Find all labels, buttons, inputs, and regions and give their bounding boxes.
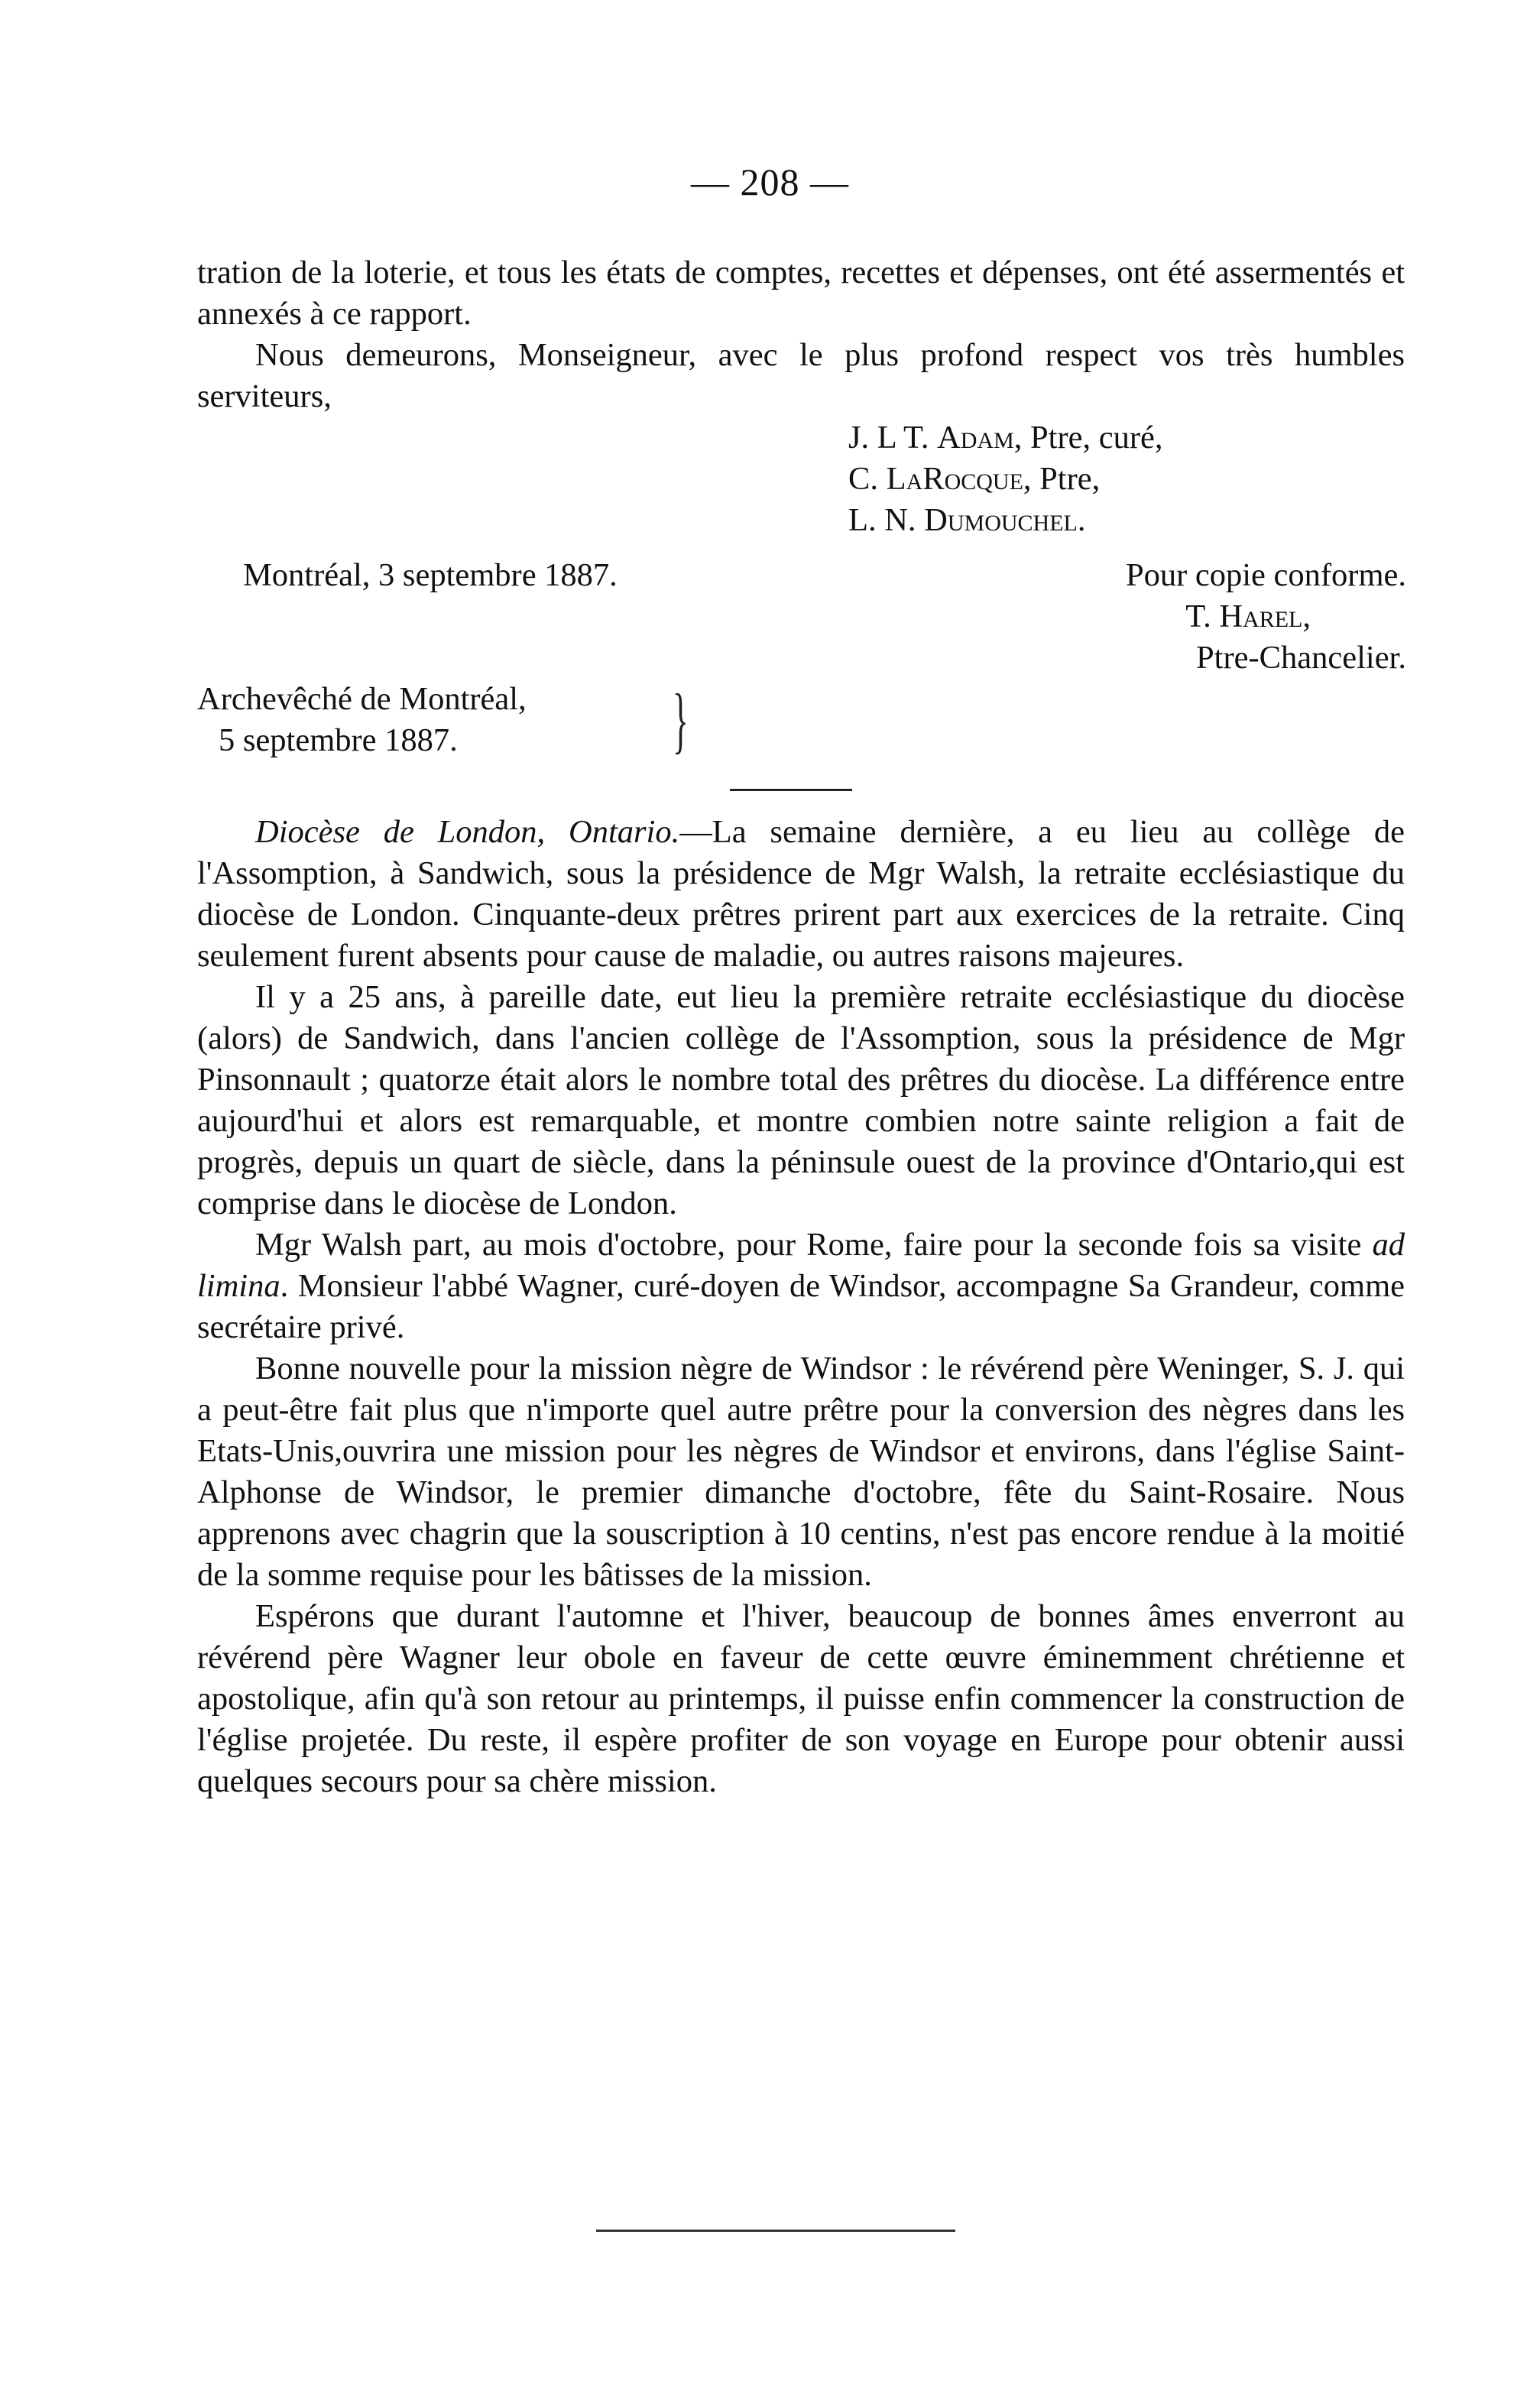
- article-paragraph-4: Bonne nouvelle pour la mission nègre de Windsor : le révérend père Weninger, S. J. qui a peut-être fait plus que n'importe quel autre prêtre pour la conversion des nègres dans les Etats-Unis,ouvrira une mission pour les nègres de Windsor et environs, dans l'église Saint-Alphonse de Windsor, le premier dimanche d'octobre, fête du Saint-Rosaire. Nous apprenons avec chagrin que la souscription à 10 centins, n'est pas encore rendue à la moitié de la somme requise pour les bâtisses de la mission.: [197, 1351, 1405, 1593]
- archeveche-line-1: Archevêché de Montréal,: [197, 681, 527, 717]
- intro-block: [197, 252, 1405, 417]
- chancellor-title: Ptre-Chancelier.: [1196, 640, 1406, 676]
- page-number: — 208 —: [691, 161, 849, 203]
- article-paragraph-5: Espérons que durant l'automne et l'hiver, beaucoup de bonnes âmes enverront au révérend père Wagner leur obole en faveur de cette œuvre éminemment chrétienne et apostolique, afin qu'à son retour au printemps, il puisse enfin commencer la construction de l'église projetée. Du reste, il espère profiter de son voyage en Europe pour obtenir aussi quelques secours pour sa chère mission.: [197, 1598, 1405, 1799]
- section-divider: [730, 789, 852, 791]
- archeveche-block: [197, 679, 527, 761]
- article-paragraph-1: Diocèse de London, Ontario.—La semaine dernière, a eu lieu au collège de l'Assomption, à Sandwich, sous la présidence de Mgr Walsh, la retraite ecclésiastique du diocèse de London. Cinquante-deux prêtres prirent part aux exercices de la retraite. Cinq seulement furent absents pour cause de maladie, ou autres raisons majeures.: [197, 814, 1405, 974]
- date-line: Montréal, 3 septembre 1887.: [243, 557, 618, 593]
- signature-dumouchel: L. N. Dumouchel.: [848, 502, 1086, 538]
- article-heading: Diocèse de London, Ontario.: [255, 814, 680, 850]
- article-paragraph-3: Mgr Walsh part, au mois d'octobre, pour Rome, faire pour la seconde fois sa visite ad limina. Monsieur l'abbé Wagner, curé-doyen de Windsor, accompagne Sa Grandeur, comme secrétaire privé.: [197, 1227, 1405, 1345]
- archeveche-line-2: 5 septembre 1887.: [219, 722, 458, 758]
- signature-larocque: C. LaRocque, Ptre,: [848, 461, 1101, 497]
- footer-rule: [596, 2230, 955, 2232]
- intro-paragraph-2: Nous demeurons, Monseigneur, avec le plus profond respect vos très humbles serviteurs,: [197, 337, 1405, 414]
- intro-paragraph-1: tration de la loterie, et tous les états de comptes, recettes et dépenses, ont été assermentés et annexés à ce rapport.: [197, 255, 1405, 332]
- copie-conforme: Pour copie conforme.: [1125, 557, 1406, 593]
- article-body: [197, 812, 1405, 1802]
- brace-glyph: }: [673, 679, 689, 761]
- signature-adam: J. L T. Adam, Ptre, curé,: [848, 420, 1163, 456]
- chancellor-name: T. Harel,: [1185, 598, 1311, 634]
- article-paragraph-2: Il y a 25 ans, à pareille date, eut lieu la première retraite ecclésiastique du diocèse (alors) de Sandwich, dans l'ancien collège de l'Assomption, sous la présidence de Mgr Pinsonnault ; quatorze était alors le nombre total des prêtres du diocèse. La différence entre aujourd'hui et alors est remarquable, et montre combien notre sainte religion a fait de progrès, depuis un quart de siècle, dans la péninsule ouest de la province d'Ontario,qui est comprise dans le diocèse de London.: [197, 979, 1405, 1221]
